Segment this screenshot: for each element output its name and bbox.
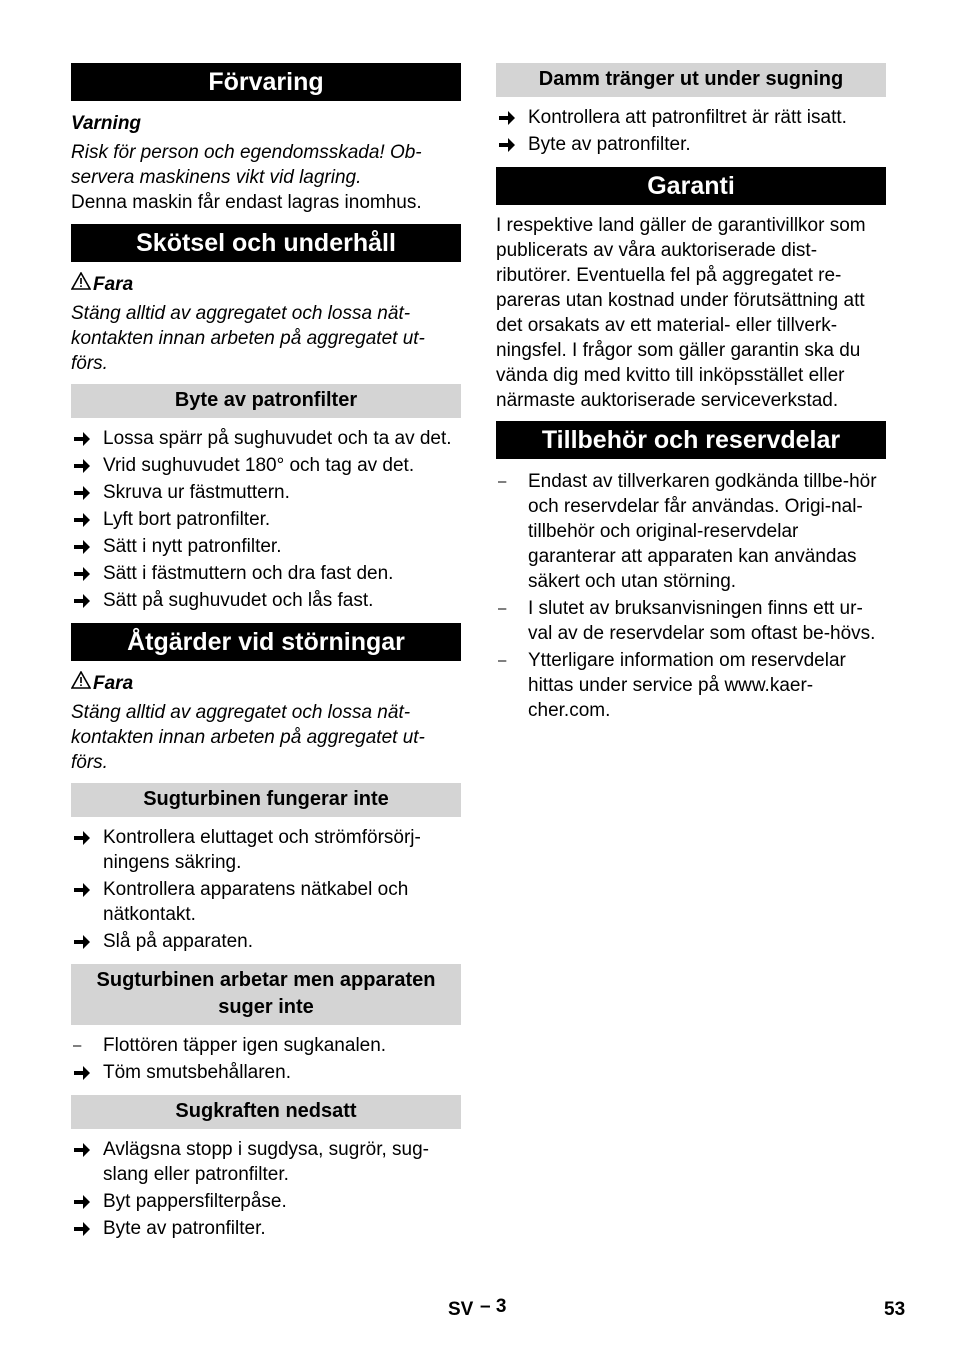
subheading-damm: Damm tränger ut under sugning [496, 63, 886, 97]
warning-label: Varning [71, 113, 142, 134]
danger-label-row [71, 671, 461, 696]
list-item: Kontrollera att patronfiltret är rätt isatt. [496, 105, 886, 130]
danger-label: Fara [93, 673, 134, 694]
steps-byte-patronfilter [71, 426, 461, 613]
arrow-right-icon [73, 426, 97, 447]
arrow-right-icon [73, 825, 97, 846]
storage-text: Denna maskin får endast lagras inomhus. [71, 192, 422, 213]
subheading-byte-patronfilter: Byte av patronfilter [71, 384, 461, 418]
list-item: Lyft bort patronfilter. [71, 507, 461, 532]
steps-sugturbinen-arbetar [71, 1033, 461, 1085]
section-heading-atgarder: Åtgärder vid störningar [71, 623, 461, 661]
arrow-right-icon [73, 561, 97, 582]
list-item: Vrid sughuvudet 180° och tag av det. [71, 453, 461, 478]
dash-bullet: – [498, 600, 507, 617]
list-item: Kontrollera eluttaget och strömförsörj-ningens säkring. [71, 825, 461, 875]
right-column [496, 63, 886, 725]
warning-triangle-icon [71, 272, 93, 297]
danger-label-row [71, 272, 461, 297]
list-item: Byte av patronfilter. [496, 132, 886, 157]
list-item: Skruva ur fästmuttern. [71, 480, 461, 505]
dash-bullet: – [73, 1037, 82, 1054]
tillbehor-list [496, 469, 886, 723]
warning-text: Risk för person och egendomsskada! Ob-servera maskinens vikt vid lagring. [71, 142, 422, 188]
dash-bullet: – [498, 473, 507, 490]
danger-text: Stäng alltid av aggregatet och lossa nät-kontakten innan arbeten på aggregatet ut-förs. [71, 303, 425, 374]
section-heading-forvaring: Förvaring [71, 63, 461, 101]
section-heading-garanti: Garanti [496, 167, 886, 205]
arrow-right-icon [498, 105, 522, 126]
danger-label: Fara [93, 274, 134, 295]
left-column [71, 63, 461, 1243]
list-item: Byte av patronfilter. [71, 1216, 461, 1241]
arrow-right-icon [73, 1216, 97, 1237]
garanti-text: I respektive land gäller de garantivillkor som publicerats av våra auktoriserade dist-ributörer. Eventuella fel på aggregatet re-pareras utan kostnad under förutsättning att det orsakats av ett material- eller tillverk-ningsfel. I frågor som gäller garantin ska du vända dig med kvitto till inköpsstället eller närmaste auktoriserade serviceverkstad. [496, 215, 866, 411]
subheading-sugturbinen-fungerar-inte: Sugturbinen fungerar inte [71, 783, 461, 817]
arrow-right-icon [73, 1189, 97, 1210]
list-item: – Endast av tillverkaren godkända tillbe-hör och reservdelar får användas. Origi-nal-tillbehör och original-reservdelar garanterar att apparaten kan användas säkert och utan störning. [498, 471, 877, 592]
footer-page-number: 53 [884, 1299, 906, 1320]
arrow-right-icon [73, 1060, 97, 1081]
steps-sugturbinen-fungerar-inte [71, 825, 461, 954]
arrow-right-icon [73, 588, 97, 609]
footer-language: SV [448, 1299, 474, 1320]
list-item: Byt pappersfilterpåse. [71, 1189, 461, 1214]
arrow-right-icon [73, 1137, 97, 1158]
list-item: – Ytterligare information om reservdelar hittas under service på www.kaer-cher.com. [498, 650, 846, 721]
list-item: – I slutet av bruksanvisningen finns ett ur-val av de reservdelar som oftast be-hövs. [498, 598, 876, 644]
list-item: Sätt på sughuvudet och lås fast. [71, 588, 461, 613]
subheading-sugturbinen-arbetar: Sugturbinen arbetar men apparaten suger inte [71, 964, 461, 1025]
footer-section-number: – 3 [480, 1296, 507, 1317]
dash-bullet: – [498, 652, 507, 669]
danger-text: Stäng alltid av aggregatet och lossa nät-kontakten innan arbeten på aggregatet ut-förs. [71, 702, 425, 773]
list-item: Avlägsna stopp i sugdysa, sugrör, sug-slang eller patronfilter. [71, 1137, 461, 1187]
list-item: Kontrollera apparatens nätkabel och nätkontakt. [71, 877, 461, 927]
arrow-right-icon [73, 534, 97, 555]
steps-damm [496, 105, 886, 157]
list-item: Sätt i fästmuttern och dra fast den. [71, 561, 461, 586]
steps-sugkraften-nedsatt [71, 1137, 461, 1241]
list-item: Lossa spärr på sughuvudet och ta av det. [71, 426, 461, 451]
subheading-sugkraften-nedsatt: Sugkraften nedsatt [71, 1095, 461, 1129]
list-item: Sätt i nytt patronfilter. [71, 534, 461, 559]
arrow-right-icon [73, 877, 97, 898]
section-heading-skotsel: Skötsel och underhåll [71, 224, 461, 262]
list-item: Slå på apparaten. [71, 929, 461, 954]
arrow-right-icon [498, 132, 522, 153]
section-heading-tillbehor: Tillbehör och reservdelar [496, 421, 886, 459]
arrow-right-icon [73, 507, 97, 528]
list-item: – Flottören täpper igen sugkanalen. [73, 1035, 387, 1056]
arrow-right-icon [73, 929, 97, 950]
list-item: Töm smutsbehållaren. [71, 1060, 461, 1085]
warning-triangle-icon [71, 671, 93, 696]
arrow-right-icon [73, 453, 97, 474]
arrow-right-icon [73, 480, 97, 501]
